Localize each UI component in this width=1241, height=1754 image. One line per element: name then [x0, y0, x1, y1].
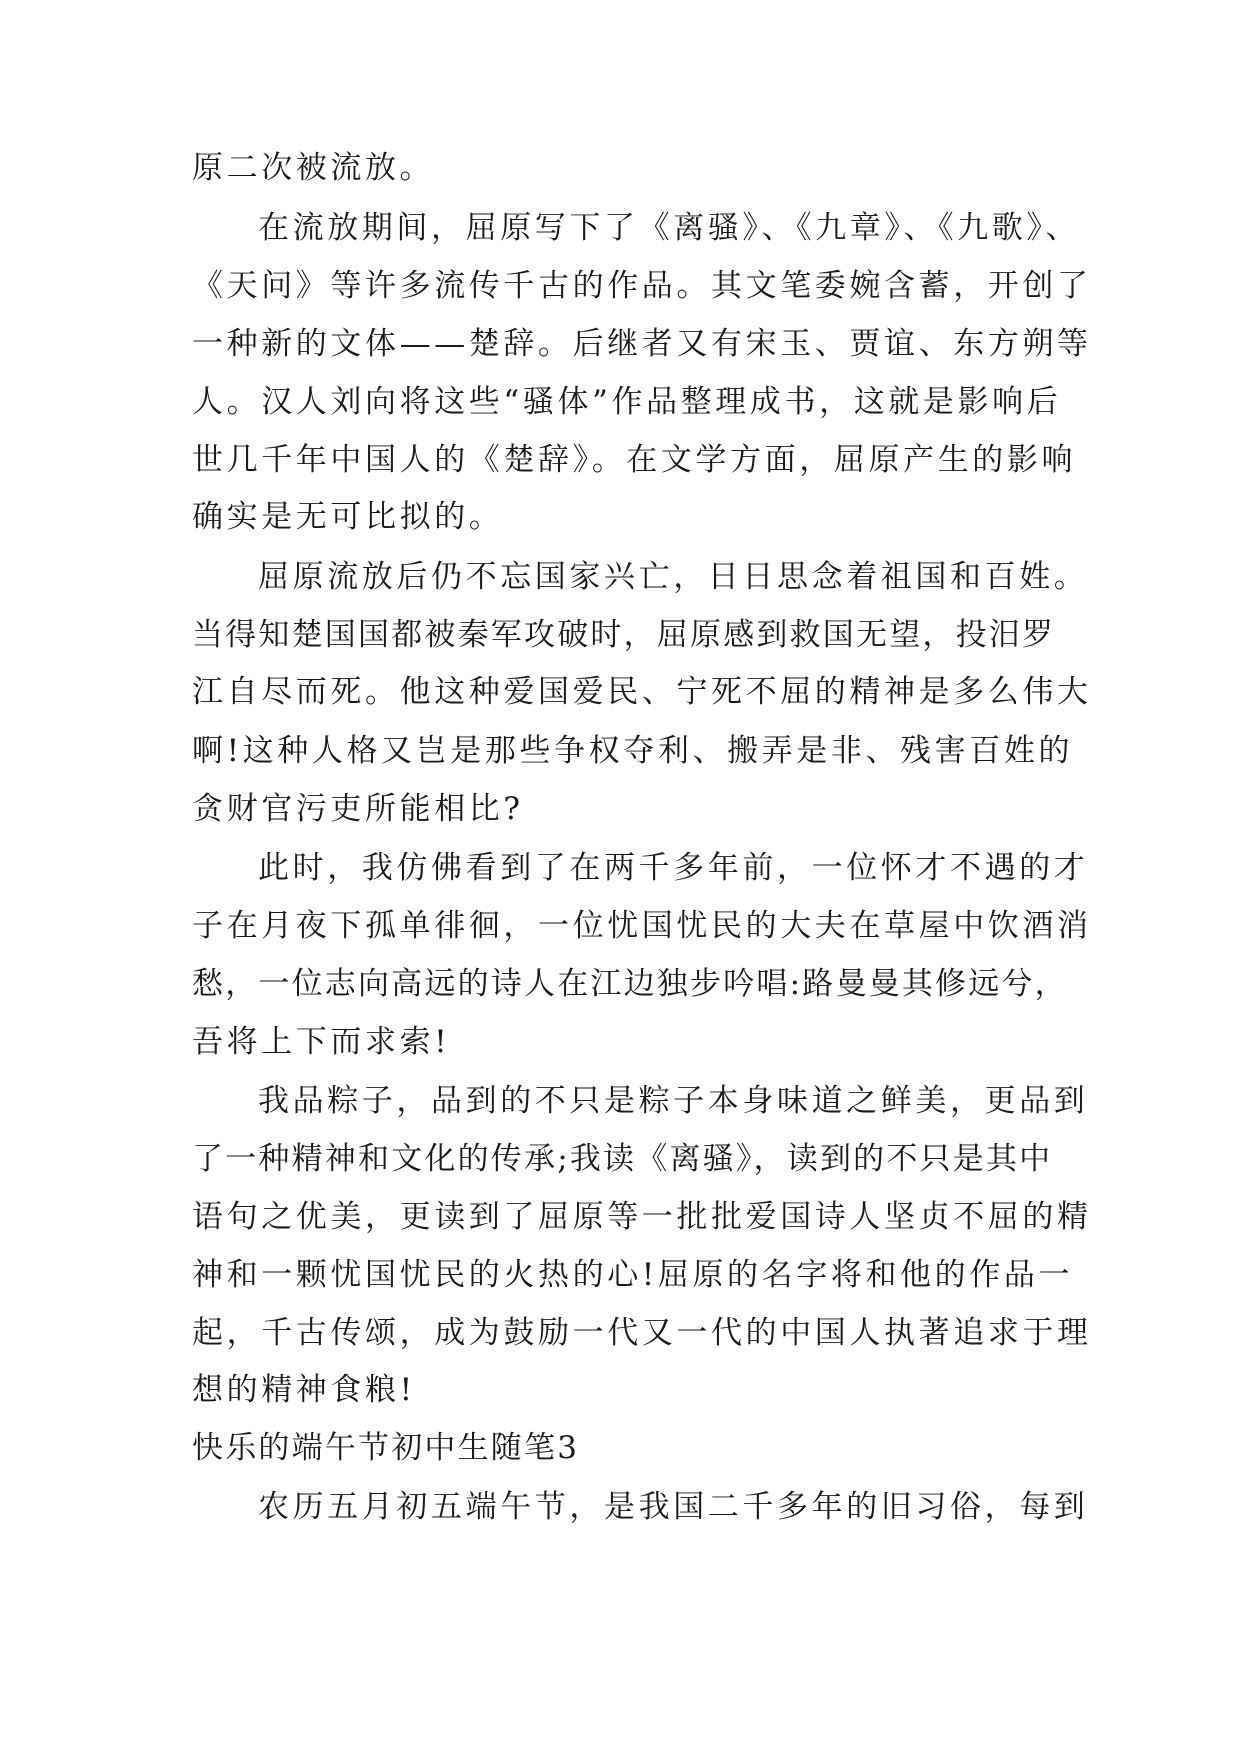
text-line: 贪财官污吏所能相比? — [192, 791, 524, 827]
text-line: 神和一颗忧国忧民的火热的心!屈原的名字将和他的作品一 — [192, 1257, 1074, 1293]
text-line: 世几千年中国人的《楚辞》。在文学方面，屈原产生的影响 — [192, 442, 1077, 478]
paragraph-start-line: 在流放期间，屈原写下了《离骚》、《九章》、《九歌》、 — [258, 210, 1081, 246]
text-line: 一种新的文体——楚辞。后继者又有宋玉、贾谊、东方朔等 — [192, 326, 1092, 362]
text-line: 子在月夜下孤单徘徊，一位忧国忧民的大夫在草屋中饮酒消 — [192, 908, 1092, 944]
text-line: 人。汉人刘向将这些“骚体”作品整理成书，这就是影响后 — [192, 384, 1062, 420]
paragraph-start-line: 我品粽子，品到的不只是粽子本身味道之鲜美，更品到 — [258, 1083, 1089, 1119]
text-line: 吾将上下而求索! — [192, 1024, 451, 1060]
text-line: 想的精神食粮! — [192, 1372, 416, 1408]
paragraph-start-line: 农历五月初五端午节，是我国二千多年的旧习俗，每到 — [258, 1489, 1089, 1525]
paragraph-start-line: 屈原流放后仍不忘国家兴亡，日日思念着祖国和百姓。 — [258, 559, 1089, 595]
text-line: 当得知楚国国都被秦军攻破时，屈原感到救国无望，投汨罗 — [192, 617, 1056, 653]
text-line: 确实是无可比拟的。 — [192, 499, 504, 535]
text-line: 《天问》等许多流传千古的作品。其文笔委婉含蓄，开创了 — [192, 268, 1092, 304]
text-line: 愁，一位志向高远的诗人在江边独步吟唱:路曼曼其修远兮， — [192, 966, 1068, 1002]
paragraph-start-line: 此时，我仿佛看到了在两千多年前，一位怀才不遇的才 — [258, 850, 1089, 886]
text-line: 江自尽而死。他这种爱国爱民、宁死不屈的精神是多么伟大 — [192, 674, 1092, 710]
text-line: 起，千古传颂，成为鼓励一代又一代的中国人执著追求于理 — [192, 1315, 1092, 1351]
text-line: 原二次被流放。 — [192, 150, 435, 186]
text-line: 了一种精神和文化的传承;我读《离骚》，读到的不只是其中 — [192, 1141, 1053, 1177]
text-line: 语句之优美，更读到了屈原等一批批爱国诗人坚贞不屈的精 — [192, 1199, 1092, 1235]
text-line: 啊!这种人格又岂是那些争权夺利、搬弄是非、残害百姓的 — [192, 733, 1074, 769]
section-heading: 快乐的端午节初中生随笔3 — [192, 1430, 580, 1466]
